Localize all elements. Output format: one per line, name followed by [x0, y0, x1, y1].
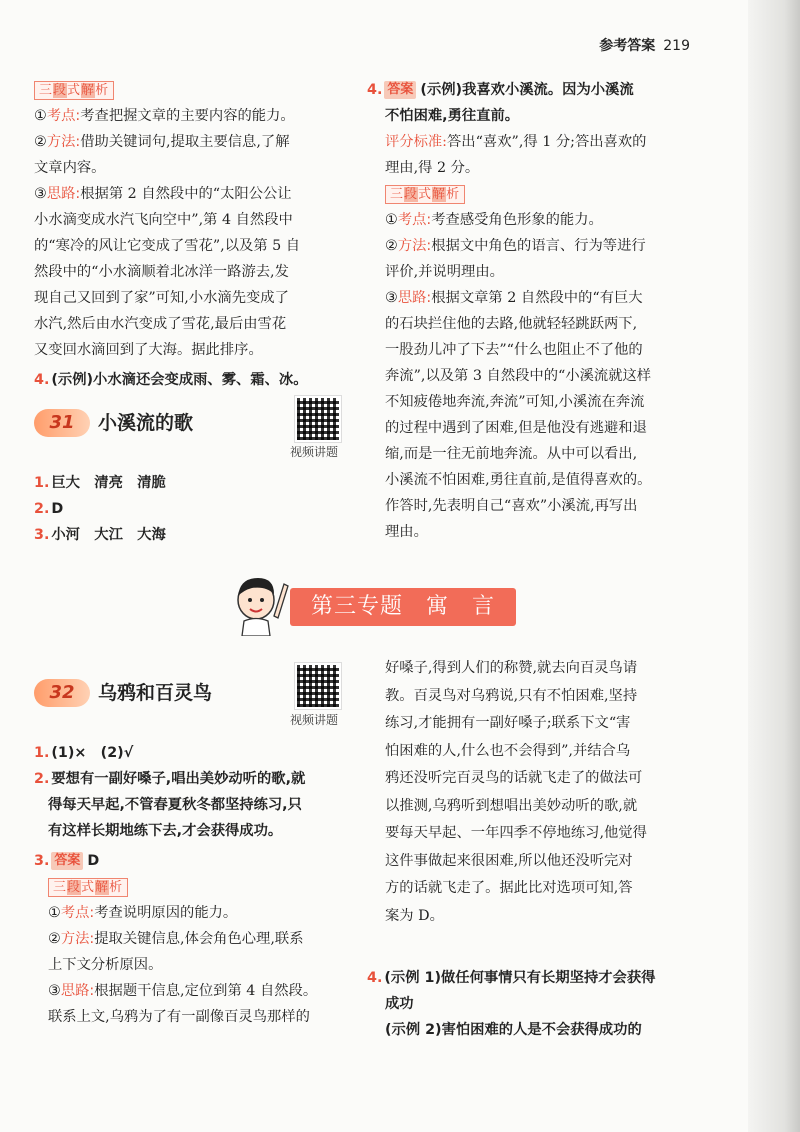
- lesson-number-badge: 32: [34, 679, 90, 707]
- lesson-title: 乌鸦和百灵鸟: [98, 682, 213, 704]
- right-bottom-analysis: [385, 655, 705, 930]
- qr-caption: 视频讲题: [290, 713, 339, 727]
- lesson-31-answers: 1. 巨大 清亮 清脆 2. D 3. 小河 大江 大海: [34, 475, 166, 543]
- analysis-line: 理由。: [385, 524, 428, 540]
- qr-code[interactable]: [295, 663, 341, 709]
- analysis-line: 评价,并说明理由。: [385, 264, 504, 280]
- answer-tag: 答案: [384, 81, 416, 99]
- analysis-line: 又变回水滴回到了大海。据此排序。: [34, 342, 263, 358]
- qr-caption: 视频讲题: [290, 445, 339, 459]
- right-top-analysis: 4. 答案 (示例)我喜欢小溪流。因为小溪流 不怕困难,勇往直前。 评分标准:答出“喜欢”,得 1 分;答出喜欢的 理由,得 2 分。 三段式解析 ①考点:考查感受角色形象的能力。 ②方法:根据文中角色的语言、行为等进行 评价,并说明理由。 ③思路:根据文章第 2 自然段中的“有巨大 的石块拦住他的去路,他就轻轻跳跃两下, 一股劲儿冲了下去”“什么也阻止不了他的 奔流”,以及第 3 自然段中的“小溪流就这样 不知疲倦地奔流,奔流”可知,小溪流在奔流 的过程中遇到了困难,但是他没有逃避和退 缩,而是一往无前地奔流。从中可以看出, 小溪流不怕困难,勇往直前,是值得喜欢的。 作答时,先表明自己“喜欢”小溪流,再写出 理由。: [367, 77, 692, 545]
- analysis-line: 好嗓子,得到人们的称赞,就去向百灵鸟请: [385, 660, 638, 676]
- analysis-line: ①考点:考查把握文章的主要内容的能力。: [34, 108, 295, 124]
- lesson-title: 小溪流的歌: [98, 412, 194, 434]
- analysis-line: 然段中的“小水滴顺着北冰洋一路游去,发: [34, 264, 289, 280]
- analysis-line: 一股劲儿冲了下去”“什么也阻止不了他的: [385, 342, 643, 358]
- analysis-line: 方的话就飞走了。据此比对选项可知,答: [385, 880, 633, 896]
- analysis-line: 不知疲倦地奔流,奔流”可知,小溪流在奔流: [385, 394, 645, 410]
- unit-banner: 第三专题 寓 言: [290, 588, 516, 626]
- analysis-line: 怕困难的人,什么也不会得到”,并结合乌: [385, 742, 631, 759]
- analysis-line: ①考点:考查说明原因的能力。: [48, 905, 238, 921]
- analysis-line: 的过程中遇到了困难,但是他没有逃避和退: [385, 420, 647, 436]
- analysis-line: 小溪流不怕困难,勇往直前,是值得喜欢的。: [385, 472, 652, 488]
- analysis-line: 鸦还没听完百灵鸟的话就飞走了的做法可: [385, 770, 643, 786]
- analysis-line: 作答时,先表明自己“喜欢”小溪流,再写出: [385, 498, 638, 514]
- three-step-analysis-tag: 三段式解析: [385, 185, 465, 204]
- left-top-analysis: [34, 77, 354, 393]
- three-step-analysis-tag: 三段式解析: [34, 81, 114, 100]
- lesson-32-q4-answer: 4. (示例 1)做任何事情只有长期坚持才会获得 成功 (示例 2)害怕困难的人是不会获得成功的: [367, 970, 656, 1038]
- analysis-line: 上下文分析原因。: [48, 957, 163, 973]
- page-edge: [748, 0, 800, 1132]
- analysis-line: ③思路:根据题干信息,定位到第 4 自然段。: [48, 983, 318, 999]
- analysis-line: 小水滴变成水汽飞向空中”,第 4 自然段中: [34, 212, 293, 228]
- analysis-line: 教。百灵鸟对乌鸦说,只有不怕困难,坚持: [385, 687, 638, 704]
- analysis-line: ③思路:根据文章第 2 自然段中的“有巨大: [385, 290, 643, 306]
- analysis-line: 文章内容。: [34, 160, 106, 176]
- analysis-line: ②方法:根据文中角色的语言、行为等进行: [385, 238, 646, 254]
- answer-tag: 答案: [51, 852, 83, 870]
- lesson-number-badge: 31: [34, 409, 90, 437]
- analysis-line: 缩,而是一往无前地奔流。从中可以看出,: [385, 446, 638, 462]
- analysis-line: 案为 D。: [385, 907, 444, 924]
- analysis-line: 练习,才能拥有一副好嗓子;联系下文“害: [385, 715, 631, 731]
- analysis-line: 要每天早起、一年四季不停地练习,他觉得: [385, 825, 647, 841]
- page-number: 219: [663, 38, 690, 54]
- analysis-line: 这件事做起来很困难,所以他还没听完对: [385, 852, 633, 869]
- score-standard-tag: 评分标准:: [385, 134, 448, 150]
- analysis-line: 的石块拦住他的去路,他就轻轻跳跃两下,: [385, 316, 638, 332]
- boy-mascot-illustration: [222, 566, 294, 636]
- three-step-analysis-tag: 三段式解析: [48, 878, 128, 897]
- page-header: [599, 35, 690, 55]
- analysis-line: ③思路:根据第 2 自然段中的“太阳公公让: [34, 186, 292, 202]
- analysis-line: 以推测,乌鸦听到想唱出美妙动听的歌,就: [385, 797, 638, 814]
- answer-item: 4. (示例)小水滴还会变成雨、雾、霜、冰。: [34, 372, 308, 388]
- analysis-line: 现自己又回到了家”可知,小水滴先变成了: [34, 290, 289, 306]
- analysis-line: 奔流”,以及第 3 自然段中的“小溪流就这样: [385, 368, 652, 384]
- header-label: 参考答案: [599, 38, 656, 54]
- analysis-line: 的“寒冷的风让它变成了雪花”,以及第 5 自: [34, 238, 301, 254]
- analysis-line: 联系上文,乌鸦为了有一副像百灵鸟那样的: [48, 1009, 310, 1025]
- analysis-line: ②方法:提取关键信息,体会角色心理,联系: [48, 931, 304, 947]
- analysis-line: 水汽,然后由水汽变成了雪花,最后由雪花: [34, 316, 287, 332]
- analysis-line: ①考点:考查感受角色形象的能力。: [385, 212, 603, 228]
- qr-code[interactable]: [295, 396, 341, 442]
- analysis-line: ②方法:借助关键词句,提取主要信息,了解: [34, 134, 290, 150]
- lesson-32-answers: 1. (1)× (2)√ 2. 要想有一副好嗓子,唱出美妙动听的歌,就 得每天早起,不管春夏秋冬都坚持练习,只 有这样长期地练下去,才会获得成功。 3. 答案 D 三段式解析 ①考点:考查说明原因的能力。 ②方法:提取关键信息,体会角色心理,联系 上下文分析原因。 ③思路:根据题干信息,定位到第 4 自然段。 联系上文,乌鸦为了有一副像百灵鸟那样的: [34, 740, 359, 1030]
